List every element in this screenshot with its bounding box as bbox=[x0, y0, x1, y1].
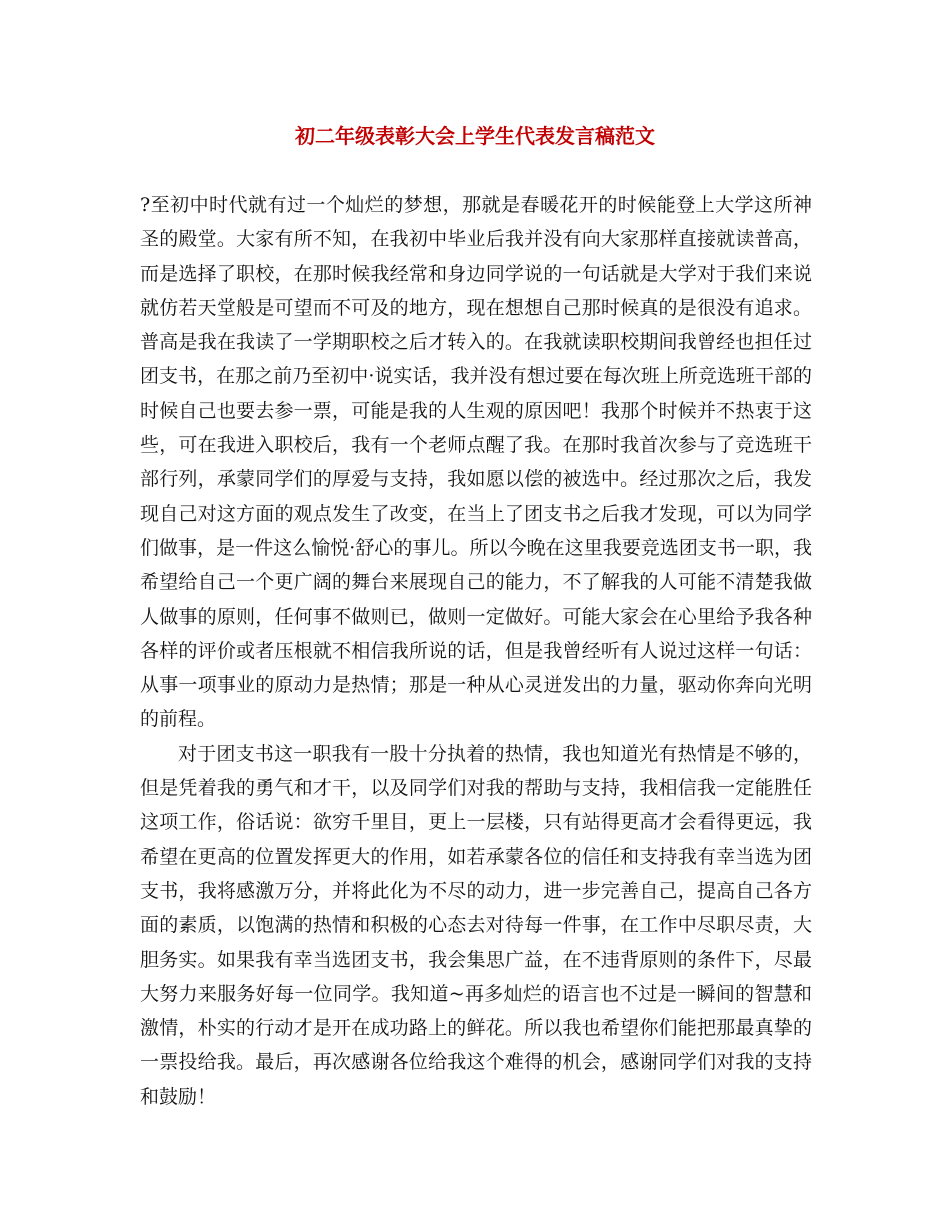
paragraph-2: 对于团支书这一职我有一股十分执着的热情，我也知道光有热情是不够的，但是凭着我的勇气和才干，以及同学们对我的帮助与支持，我相信我一定能胜任这项工作，俗话说：欲穷千里目，更上一层楼，只有站得更高才会看得更远，我希望在更高的位置发挥更大的作用，如若承蒙各位的信任和支持我有幸当选为团支书，我将感激万分，并将此化为不尽的动力，进一步完善自己，提高自己各方面的素质，以饱满的热情和积极的心态去对待每一件事，在工作中尽职尽责，大胆务实。如果我有幸当选团支书，我会集思广益，在不违背原则的条件下，尽最大努力来服务好每一位同学。我知道~再多灿烂的语言也不过是一瞬间的智慧和激情，朴实的行动才是开在成功路上的鲜花。所以我也希望你们能把那最真挚的一票投给我。最后，再次感谢各位给我这个难得的机会，感谢同学们对我的支持和鼓励！ bbox=[140, 742, 812, 1108]
document-title: 初二年级表彰大会上学生代表发言稿范文 bbox=[295, 124, 655, 148]
document-body bbox=[140, 188, 812, 1114]
paragraph-1: ?至初中时代就有过一个灿烂的梦想，那就是春暖花开的时候能登上大学这所神圣的殿堂。大家有所不知，在我初中毕业后我并没有向大家那样直接就读普高，而是选择了职校，在那时候我经常和身边同学说的一句话就是大学对于我们来说就仿若天堂般是可望而不可及的地方，现在想想自己那时候真的是很没有追求。普高是我在我读了一学期职校之后才转入的。在我就读职校期间我曾经也担任过团支书，在那之前乃至初中·说实话，我并没有想过要在每次班上所竞选班干部的时候自己也要去参一票，可能是我的人生观的原因吧！我那个时候并不热衷于这些，可在我进入职校后，我有一个老师点醒了我。在那时我首次参与了竞选班干部行列，承蒙同学们的厚爱与支持，我如愿以偿的被选中。经过那次之后，我发现自己对这方面的观点发生了改变，在当上了团支书之后我才发现，可以为同学们做事，是一件这么愉悦·舒心的事儿。所以今晚在这里我要竞选团支书一职，我希望给自己一个更广阔的舞台来展现自己的能力，不了解我的人可能不清楚我做人做事的原则，任何事不做则已，做则一定做好。可能大家会在心里给予我各种各样的评价或者压根就不相信我所说的话，但是我曾经听有人说过这样一句话：从事一项事业的原动力是热情；那是一种从心灵迸发出的力量，驱动你奔向光明的前程。 bbox=[140, 194, 812, 731]
